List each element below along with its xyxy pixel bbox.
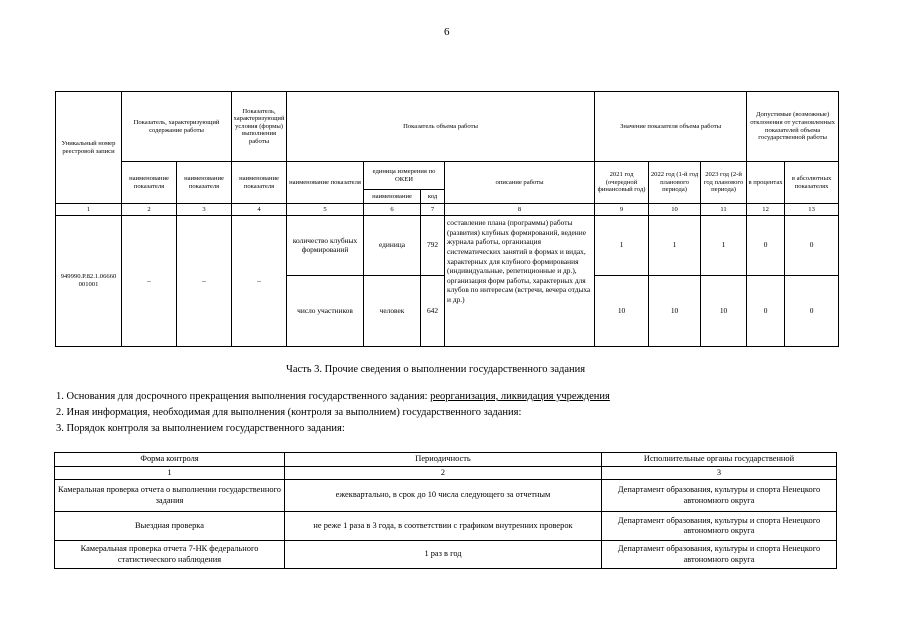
column-number: 5: [287, 204, 364, 216]
dash-cell: –: [122, 216, 177, 347]
header-unique-number: Уникальный номер реестровой записи: [56, 92, 122, 204]
column-number: 13: [785, 204, 839, 216]
value-2021: 10: [595, 276, 649, 347]
deviation-absolute: 0: [785, 276, 839, 347]
subheader-unit-code: код: [421, 190, 445, 204]
value-2022: 1: [649, 216, 701, 276]
subheader-name-2: наименование показателя: [177, 162, 232, 204]
value-2021: 1: [595, 216, 649, 276]
subheader-year-2021: 2021 год (очередной финансовый год): [595, 162, 649, 204]
subheader-year-2023: 2023 год (2-й год планового периода): [701, 162, 747, 204]
item1-value: реорганизация, ликвидация учреждения: [430, 391, 610, 402]
column-number: 3: [177, 204, 232, 216]
subheader-in-absolute: в абсолютных показателях: [785, 162, 839, 204]
column-number: 1: [55, 467, 285, 480]
deviation-percent: 0: [747, 216, 785, 276]
dash-cell: –: [232, 216, 287, 347]
table-row: [55, 480, 837, 512]
column-number: 9: [595, 204, 649, 216]
column-number: 2: [122, 204, 177, 216]
subheader-unit-name: наименование: [364, 190, 421, 204]
header-content-indicator: Показатель, характеризующий содержание работы: [122, 92, 232, 162]
table-row: [55, 512, 837, 541]
header-executive-bodies: Исполнительные органы государственной: [602, 453, 837, 467]
work-description: составление плана (программы) работы (развития) клубных формирований, ведение журнала работы, организация систематических занятий в формах и видах, характерных для клубного формирования (индивидуальные, репетиционные и др.), организация форм работы, характерных для клубов по интересам (встречи, вечера отдыха и др.): [445, 216, 595, 347]
column-number: 1: [56, 204, 122, 216]
part3-item1: [56, 391, 610, 402]
deviation-absolute: 0: [785, 216, 839, 276]
work-volume-table: [55, 91, 839, 347]
unit-code: 792: [421, 216, 445, 276]
part3-title: Часть 3. Прочие сведения о выполнении государственного задания: [286, 364, 586, 375]
header-volume-values: Значение показателя объема работы: [595, 92, 747, 162]
subheader-name-4: наименование показателя: [287, 162, 364, 204]
subheader-name-1: наименование показателя: [122, 162, 177, 204]
column-number: 10: [649, 204, 701, 216]
control-form: Камеральная проверка отчета 7-НК федерального статистического наблюдения: [55, 541, 285, 569]
column-number: 8: [445, 204, 595, 216]
subheader-unit-okei: единица измерения по ОКЕИ: [364, 162, 445, 190]
column-number: 11: [701, 204, 747, 216]
page-number: 6: [444, 26, 450, 38]
control-period: не реже 1 раза в 3 года, в соответствии с графиком внутренних проверок: [285, 512, 602, 541]
control-form: Выездная проверка: [55, 512, 285, 541]
unit-code: 642: [421, 276, 445, 347]
control-period: ежеквартально, в срок до 10 числа следующего за отчетным: [285, 480, 602, 512]
column-number: 4: [232, 204, 287, 216]
header-volume-indicator: Показатель объема работы: [287, 92, 595, 162]
subheader-in-percent: в процентах: [747, 162, 785, 204]
unit-name: единица: [364, 216, 421, 276]
table-row: [55, 541, 837, 569]
column-number: 3: [602, 467, 837, 480]
registry-number: 949990.Р.82.1.06660 001001: [56, 216, 122, 347]
value-2023: 1: [701, 216, 747, 276]
item1-label: 1. Основания для досрочного прекращения выполнения государственного задания:: [56, 391, 431, 402]
column-number: 2: [285, 467, 602, 480]
header-deviations: Допустимые (возможные) отклонения от установленных показателей объема государственной работы: [747, 92, 839, 162]
control-body: Департамент образования, культуры и спорта Ненецкого автономного округа: [602, 541, 837, 569]
column-number: 12: [747, 204, 785, 216]
column-number: 6: [364, 204, 421, 216]
header-control-form: Форма контроля: [55, 453, 285, 467]
value-2023: 10: [701, 276, 747, 347]
subheader-name-3: наименование показателя: [232, 162, 287, 204]
subheader-year-2022: 2022 год (1-й год планового периода): [649, 162, 701, 204]
value-2022: 10: [649, 276, 701, 347]
control-period: 1 раз в год: [285, 541, 602, 569]
part3-item2: 2. Иная информация, необходимая для выполнения (контроля за выполнием) государственного задания:: [56, 407, 522, 418]
deviation-percent: 0: [747, 276, 785, 347]
column-number: 7: [421, 204, 445, 216]
indicator-name: количество клубных формирований: [287, 216, 364, 276]
control-table: [54, 452, 837, 569]
table-row: [56, 216, 839, 276]
header-periodicity: Периодичность: [285, 453, 602, 467]
subheader-work-description: описание работы: [445, 162, 595, 204]
control-form: Камеральная проверка отчета о выполнении государственного задания: [55, 480, 285, 512]
dash-cell: –: [177, 216, 232, 347]
part3-item3: 3. Порядок контроля за выполнением государственного задания:: [56, 423, 345, 434]
unit-name: человек: [364, 276, 421, 347]
header-conditions-indicator: Показатель, характеризующий условия (формы) выполнения работы: [232, 92, 287, 162]
control-body: Департамент образования, культуры и спорта Ненецкого автономного округа: [602, 512, 837, 541]
indicator-name: число участников: [287, 276, 364, 347]
column-number-row: [56, 204, 839, 216]
control-body: Департамент образования, культуры и спорта Ненецкого автономного округа: [602, 480, 837, 512]
